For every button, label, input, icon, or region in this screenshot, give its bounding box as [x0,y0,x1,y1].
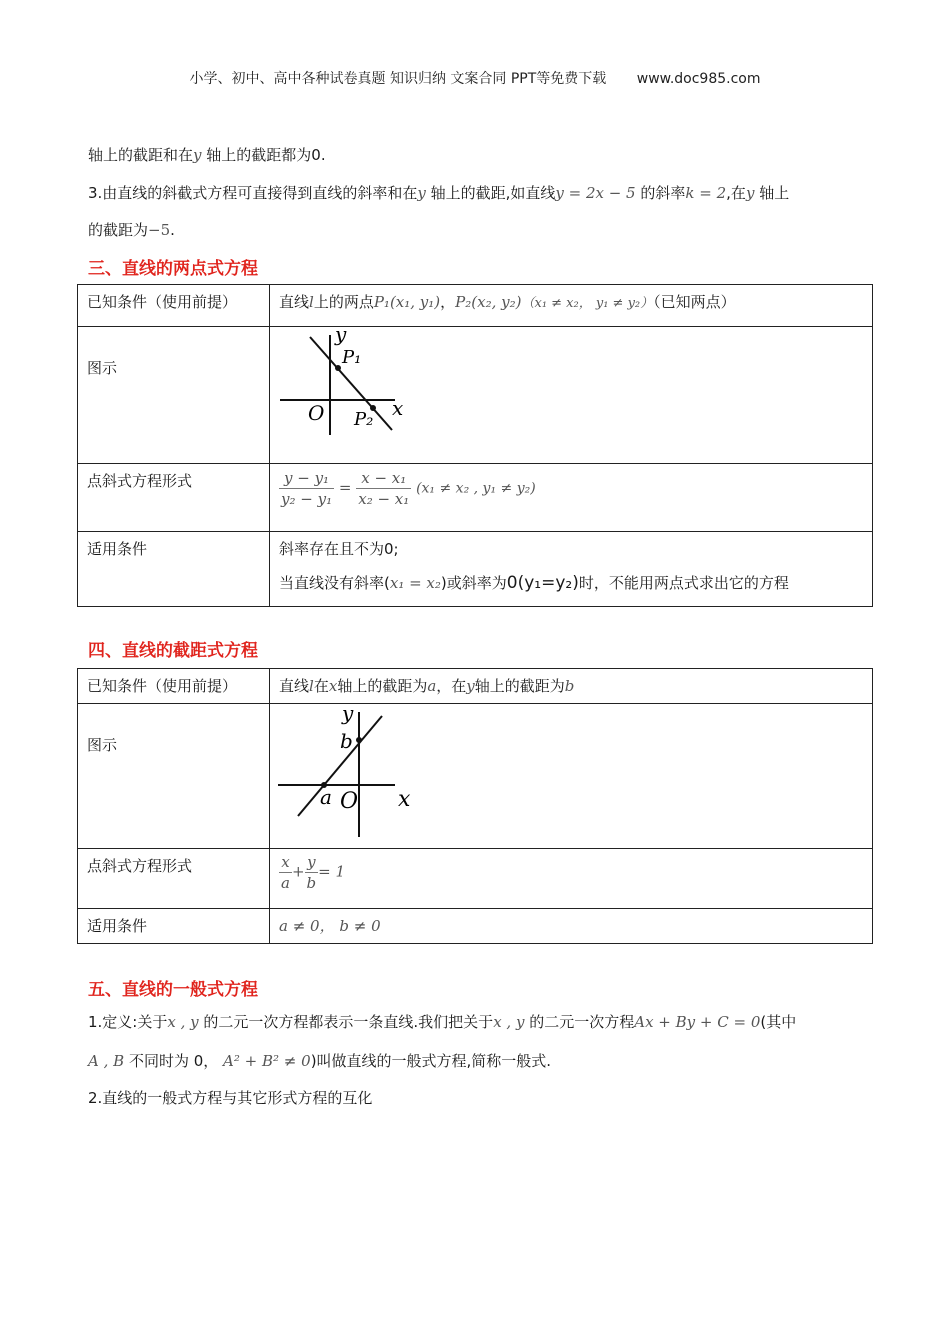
origin-label: O [340,789,359,814]
point-b [356,737,362,743]
apply-label: 适用条件 [78,909,270,944]
y-axis-label: y [335,327,347,346]
intro-line-3: 的截距为−5. [88,221,175,239]
header-site[interactable]: www.doc985.com [636,71,761,87]
cond-value: 直线l上的两点P₁(x₁, y₁)，P₂(x₂, y₂)（x₁ ≠ x₂， y₁ ≠ y₂）（已知两点） [270,285,873,327]
form-label: 点斜式方程形式 [78,849,270,909]
x-axis-label: x [398,787,411,812]
table-row [78,464,873,532]
section-5-title: 五、直线的一般式方程 [88,980,258,1000]
form-value: $\frac{x}{a}$ + $\frac{y}{b}$ = 1 [270,849,873,909]
a-label: a [320,785,332,809]
fig-label: 图示 [78,327,270,464]
two-point-figure [270,327,430,457]
p1-label: P₁ [342,347,362,368]
table-row [78,704,873,849]
intercept-figure [270,704,430,844]
fraction-y-b: $\frac{y}{b}$ [306,853,317,892]
table-row [78,909,873,944]
b-label: b [340,729,353,753]
page-header [0,68,950,88]
apply-value [270,532,873,607]
fig-label: 图示 [78,704,270,849]
intercept-table [77,668,873,944]
p2-label: P₂ [354,409,374,430]
cond-label: 已知条件（使用前提） [78,285,270,327]
table-row [78,327,873,464]
fig-cell [270,704,873,849]
fraction-x-a: $\frac{x}{a}$ [281,853,290,892]
intro-line-2: 3.由直线的斜截式方程可直接得到直线的斜率和在y 轴上的截距,如直线y = 2x − 5 的斜率k = 2,在y 轴上 [88,184,790,202]
table-row [78,285,873,327]
definition-line-2: A , B 不同时为 0， A² + B² ≠ 0)叫做直线的一般式方程,简称一般式. [88,1052,552,1070]
section-3-title: 三、直线的两点式方程 [88,259,258,279]
origin-label: O [308,401,325,425]
fig-cell [270,327,873,464]
fraction-x: $\frac{\text{x − x₁}}{\text{x₂ − x₁}}$ [358,469,410,508]
definition-line-1: 1.定义:关于x , y 的二元一次方程都表示一条直线.我们把关于x , y 的二元一次方程Ax + By + C = 0(其中 [88,1013,797,1031]
table-row [78,532,873,607]
table-row [78,849,873,909]
x-axis-label: x [392,396,404,420]
intro-line-1: 轴上的截距和在y 轴上的截距都为0. [88,146,326,164]
apply-label: 适用条件 [78,532,270,607]
fraction-y: $\frac{\text{y − y₁}}{\text{y₂ − y₁}}$ [281,469,333,508]
y-axis-label: y [342,704,354,725]
header-text: 小学、初中、高中各种试卷真题 知识归纳 文案合同 PPT等免费下载 [189,71,607,87]
conversion-line: 2.直线的一般式方程与其它形式方程的互化 [88,1089,373,1107]
table-row [78,669,873,704]
apply-line-2: 当直线没有斜率(x₁ = x₂)或斜率为0(y₁=y₂)时，不能用两点式求出它的方程 [279,573,789,593]
apply-line-1: 斜率存在且不为0; [279,540,399,558]
point-p1 [335,365,341,371]
form-label: 点斜式方程形式 [78,464,270,532]
form-value: $\frac{\text{y − y₁}}{\text{y₂ − y₁}}$ = $\frac{\text{x − x₁}}{\text{x₂ − x₁}}$ (x₁ ≠ x₂ , y₁ ≠ y₂) [270,464,873,532]
apply-value: a ≠ 0， b ≠ 0 [270,909,873,944]
section-4-title: 四、直线的截距式方程 [88,641,258,661]
cond-label: 已知条件（使用前提） [78,669,270,704]
two-point-table [77,284,873,607]
cond-value: 直线l在x轴上的截距为a，在y轴上的截距为b [270,669,873,704]
